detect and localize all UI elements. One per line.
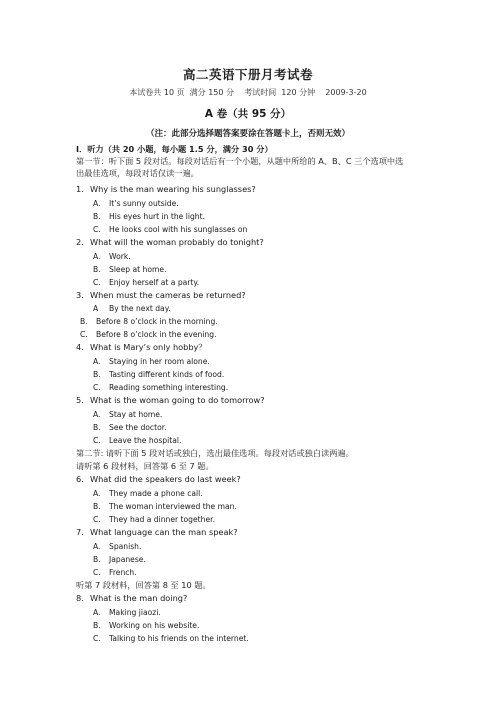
option-letter: B. [93,502,101,511]
answer-option [93,211,453,222]
question-number: 5. [76,395,84,405]
question-number: 8. [76,593,84,603]
answer-option [93,567,453,578]
option-letter: C. [93,278,101,287]
option-letter: C. [93,568,101,577]
answer-option [93,382,453,393]
option-letter: A. [93,542,101,551]
option-text: By the next day. [109,304,171,313]
question-text: When must the cameras be returned? [90,290,246,300]
section-intro: 出最佳选项，每段对话仅读一遍。 [76,168,199,178]
option-text: Spanish. [109,542,142,551]
question [76,342,436,353]
option-letter: B. [93,555,101,564]
answer-option [93,356,453,367]
question [76,290,436,301]
option-letter: B. [93,265,101,274]
answer-option [93,541,453,552]
answer-option [93,251,453,262]
answer-option [93,633,453,644]
option-text: Enjoy herself at a party. [109,278,200,287]
answer-option [93,435,453,446]
option-letter: C. [93,383,101,392]
question-number: 3. [76,290,84,300]
section-intro: 第二节: 请听下面 5 段对话或独白，选出最佳选项。每段对话或独白读两遍。 [76,448,354,458]
exam-meta: 本试卷共 10 页 满分 150 分 考试时间 120 分钟 2009-3-20 [129,88,367,97]
section-intro: 请听第 6 段材料，回答第 6 至 7 题。 [76,461,214,471]
option-letter: B. [93,423,101,432]
question-text: What will the woman probably do tonight? [90,237,264,247]
question-number: 2. [76,237,84,247]
option-letter: B. [93,212,101,221]
question-text: What is Mary’s only hobby？ [90,342,207,352]
option-text: Stay at home. [109,410,163,419]
answer-option [93,224,453,235]
option-text: His eyes hurt in the light. [109,212,205,221]
option-letter: C. [93,634,101,643]
option-letter: B. [93,621,101,630]
question [76,593,436,604]
section-intro: 第一节：听下面 5 段对话。每段对话后有一个小题，从题中所给的 A、B、C 三个选项中选 [76,156,404,166]
answer-option [93,607,453,618]
answer-option [93,264,453,275]
option-text: Tasting different kinds of food. [109,370,225,379]
option-letter: A. [93,489,101,498]
option-text: Sleep at home. [109,265,167,274]
option-text: They made a phone call. [109,489,203,498]
option-text: See the doctor. [109,423,167,432]
answer-option [93,488,453,499]
answer-note: （注：此部分选择题答案要涂在答题卡上，否则无效） [145,129,350,139]
question-text: What is the woman going to do tomorrow? [90,395,265,405]
option-text: Reading something interesting. [109,383,229,392]
answer-option [80,316,440,327]
section-intro: 听第 7 段材料，回答第 8 至 10 题。 [76,580,211,590]
option-letter: A [93,304,99,313]
question-number: 1. [76,184,84,194]
question-text: What language can the man speak? [90,527,238,537]
question-text: Why is the man wearing his sunglasses? [90,184,256,194]
option-text: Before 8 o’clock in the evening. [96,330,217,339]
option-text: Staying in her room alone. [109,357,210,366]
option-text: Working on his website. [109,621,200,630]
option-letter: B. [80,317,88,326]
question [76,237,436,248]
question [76,527,436,538]
option-text: French. [109,568,137,577]
answer-option [93,422,453,433]
answer-option [93,369,453,380]
question-text: What is the man doing? [90,593,188,603]
question [76,474,436,485]
answer-option [93,277,453,288]
option-letter: C. [93,515,101,524]
question [76,395,436,406]
option-text: They had a dinner together. [109,515,215,524]
option-letter: A. [93,608,101,617]
answer-option [93,620,453,631]
option-text: He looks cool with his sunglasses on [109,225,248,234]
option-letter: A. [93,357,101,366]
option-letter: A. [93,199,101,208]
section-heading: I．听力（共 20 小题，每小题 1.5 分，满分 30 分） [76,144,273,154]
answer-option [93,554,453,565]
question-number: 7. [76,527,84,537]
option-text: Making jiaozi. [109,608,161,617]
answer-option [93,501,453,512]
page-title: 高二英语下册月考试卷 [182,67,313,82]
question-text: What did the speakers do last week? [90,474,241,484]
option-text: Japanese. [109,555,146,564]
option-letter: A. [93,252,101,261]
question-number: 4. [76,342,84,352]
option-letter: C. [80,330,88,339]
option-letter: A. [93,410,101,419]
answer-option [93,303,453,314]
part-heading: A 卷（共 95 分） [204,108,292,120]
answer-option [93,409,453,420]
option-text: Talking to his friends on the internet. [109,634,249,643]
option-text: Leave the hospital. [109,436,182,445]
answer-option [80,329,440,340]
answer-option [93,198,453,209]
question [76,184,436,195]
answer-option [93,514,453,525]
option-text: Before 8 o’clock in the morning. [96,317,218,326]
option-letter: C. [93,225,101,234]
option-text: It’s sunny outside. [109,199,179,208]
option-text: Work. [109,252,131,261]
option-letter: B. [93,370,101,379]
option-text: The woman interviewed the man. [109,502,237,511]
option-letter: C. [93,436,101,445]
question-number: 6. [76,474,84,484]
